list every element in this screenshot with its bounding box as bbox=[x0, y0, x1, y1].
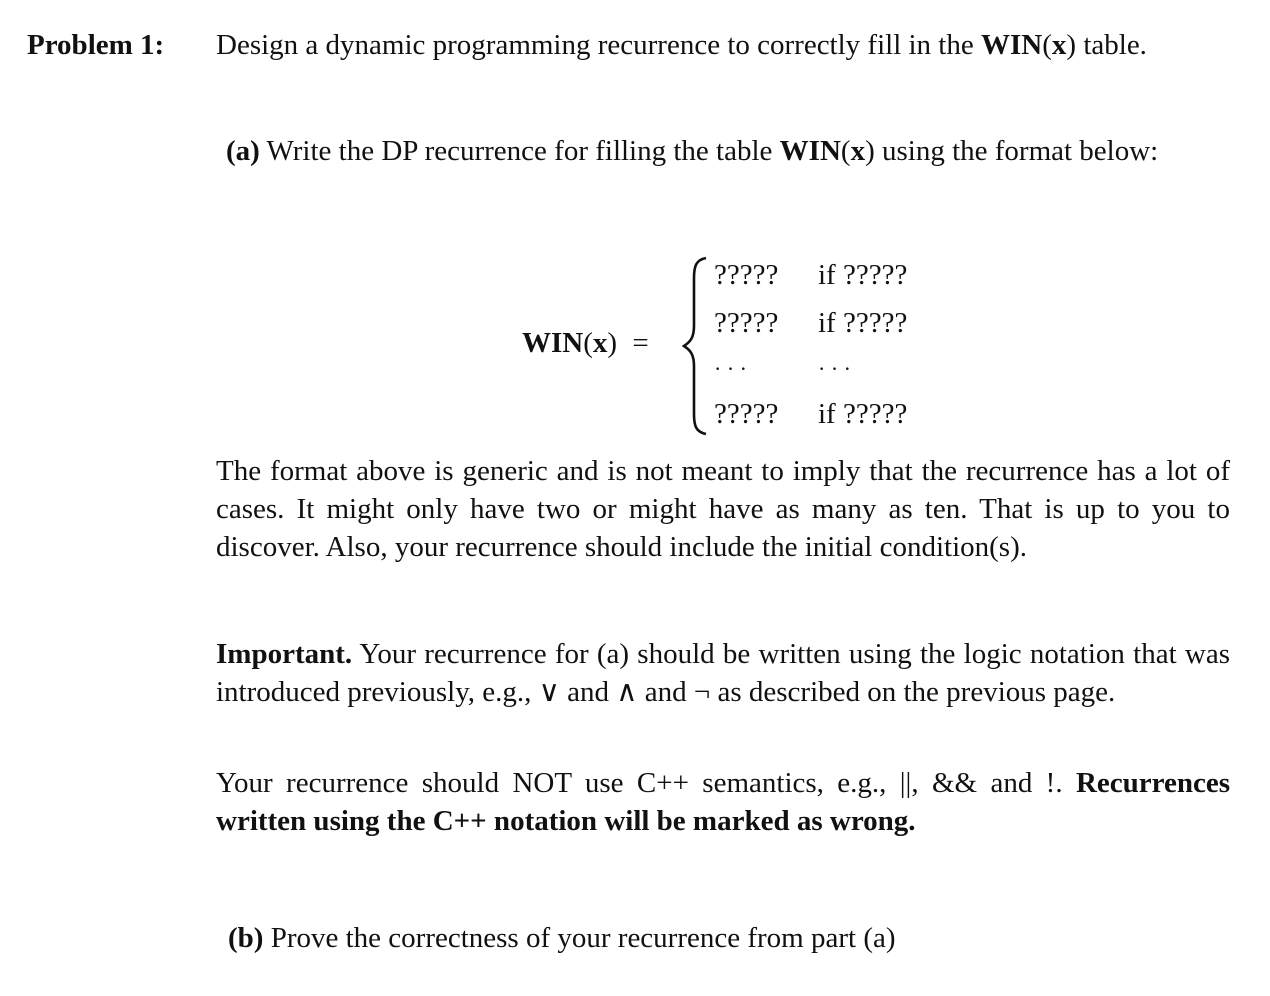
cpp-note-text: Your recurrence should NOT use C++ semantics, e.g., ||, && and !. bbox=[216, 767, 1076, 799]
case-condition: if ????? bbox=[818, 259, 908, 291]
recurrence-lhs-win: WIN bbox=[522, 327, 584, 359]
part-b-text: Prove the correctness of your recurrence from part (a) bbox=[263, 922, 896, 954]
case-value: ????? bbox=[714, 307, 779, 339]
part-a-win-open: ( bbox=[840, 135, 851, 167]
important-note bbox=[216, 635, 1230, 711]
problem-win-open: ( bbox=[1042, 29, 1052, 61]
case-condition: · · · bbox=[818, 356, 851, 381]
recurrence-lhs bbox=[522, 324, 649, 362]
part-a-win-close: ) bbox=[865, 135, 875, 167]
recurrence-equals: = bbox=[632, 327, 649, 359]
important-label: Important. bbox=[216, 638, 353, 670]
left-brace-icon bbox=[682, 256, 712, 436]
recurrence-lhs-close: ) bbox=[607, 327, 618, 359]
part-b-label: (b) bbox=[228, 922, 264, 954]
case-value: · · · bbox=[714, 356, 747, 381]
problem-win-close: ) bbox=[1066, 29, 1077, 61]
part-a-win-x: x bbox=[850, 135, 866, 167]
problem-win: WIN bbox=[981, 29, 1043, 61]
case-condition: if ????? bbox=[818, 307, 908, 339]
problem-statement bbox=[216, 26, 1230, 64]
part-a bbox=[216, 132, 1230, 170]
recurrence-lhs-open: ( bbox=[583, 327, 593, 359]
cpp-note-bold: Recurrences written using the C++ notation will be marked as wrong. bbox=[216, 767, 1230, 837]
case-value: ????? bbox=[714, 398, 779, 430]
case-condition: if ????? bbox=[818, 398, 908, 430]
cpp-note bbox=[216, 764, 1230, 840]
important-text: Your recurrence for (a) should be written using the logic notation that was introduced previously, e.g., ∨ and ∧ and ¬ as described on the previous page. bbox=[216, 638, 1230, 708]
problem-label bbox=[27, 26, 164, 64]
part-a-label: (a) bbox=[226, 135, 260, 167]
part-b bbox=[228, 919, 896, 957]
case-value: ????? bbox=[714, 259, 779, 291]
problem-text-before: Design a dynamic programming recurrence to correctly fill in the bbox=[216, 29, 981, 61]
format-note: The format above is generic and is not meant to imply that the recurrence has a lot of cases. It might only have two or might have as many as ten. That is up to you to discover. Also, your recurrence should include the initial condition(s). bbox=[216, 455, 1230, 563]
recurrence-lhs-x: x bbox=[592, 327, 608, 359]
part-a-text-after: using the format below: bbox=[874, 135, 1159, 167]
part-a-win: WIN bbox=[779, 135, 841, 167]
problem-label-text: Problem 1: bbox=[27, 29, 165, 61]
part-a-text-before: Write the DP recurrence for filling the table bbox=[259, 135, 780, 167]
problem-win-x: x bbox=[1051, 29, 1067, 61]
problem-text-after: table. bbox=[1083, 29, 1147, 61]
